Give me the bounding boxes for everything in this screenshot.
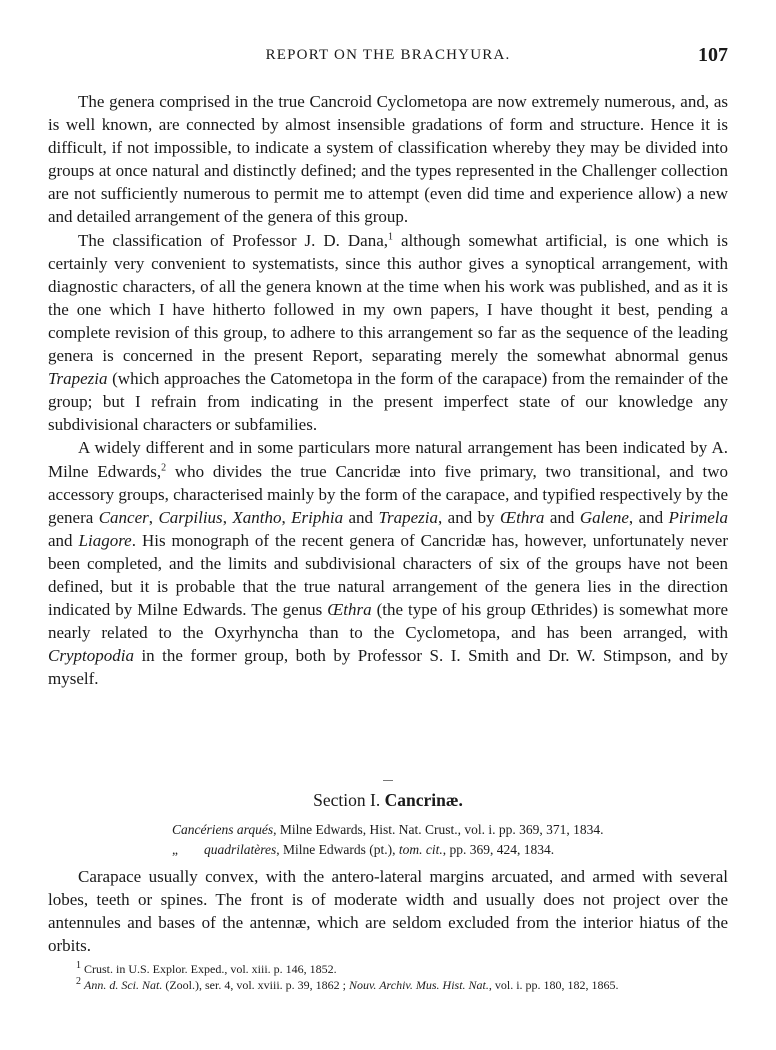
genus-name: Carpilius (158, 507, 223, 527)
section-heading: Section I. Cancrinæ. (313, 790, 463, 810)
paragraph-4: Carapace usually convex, with the antero-lateral margins arcuated, and armed with several lobes, teeth or spines. The front is of moderate width and usually does not project over the antennules and bases of the antennæ, which are seldom excluded from the interior hiatus of the orbits. (48, 867, 728, 956)
genus-name: Trapezia (48, 369, 108, 389)
genus-name: Pirimela (668, 507, 729, 527)
footnote-2: $^2$ Ann. d. Sci. Nat. (Zool.), ser. 4, vol. xviii. p. 39, 1862 ; Nouv. Archiv. Mus. Hist. Nat., vol. i. pp. 180, 182, 1865. (76, 976, 619, 992)
section-divider (383, 780, 393, 781)
genus-name: Liagore (78, 530, 132, 550)
genus-name: Cryptopodia (48, 646, 134, 666)
genus-name: Eriphia (291, 507, 344, 527)
footnote-ref-2: 2 (161, 461, 167, 473)
genus-name: Cancer (98, 507, 149, 527)
synonymy-line: „ quadrilatères, Milne Edwards (pt.), tom. cit., pp. 369, 424, 1834. (48, 840, 728, 860)
running-title: REPORT ON THE BRACHYURA. (265, 47, 511, 63)
footnote-ref-1: 1 (388, 230, 393, 242)
synonymy-block (48, 820, 728, 860)
genus-name: Xantho (232, 507, 282, 527)
footnotes (48, 961, 728, 993)
genus-name: Œthra (327, 600, 372, 620)
section-text (48, 865, 728, 957)
running-head (48, 44, 728, 68)
paragraph-1: The genera comprised in the true Cancroid Cyclometopa are now extremely numerous, and, as is well known, are connected by almost insensible gradations of form and structure. Hence it is difficult, if not impossible, to indicate a system of classification whereby they may be divided into groups at once natural and distinctly defined; and the types represented in the Challenger collection are not sufficiently numerous to permit me to attempt (even did time and experience allow) a new and detailed arrangement of the genera of this group. (48, 92, 728, 227)
genus-name: Œthra (500, 507, 545, 527)
ditto-mark: „ (172, 842, 178, 857)
paragraph-2: The classification of Professor J. D. Dana,$^1$ although somewhat artificial, is one which is certainly very convenient to systematists, since this author gives a synoptical arrangement, with diagnostic characters, of all the genera known at the time when his work was published, and as it is the one which I have hitherto followed in my own papers, I have thought it best, pending a complete revision of this group, to adhere to this arrangement so far as the sequence of the leading genera is concerned in the present Report, separating merely the somewhat abnormal genus Trapezia (which approaches the Catometopa in the form of the carapace) from the remainder of the group; but I refrain from indicating in the present imperfect state of our knowledge any subdivisional characters or subfamilies. (48, 230, 728, 435)
section-name: Cancrinæ. (384, 790, 463, 810)
genus-name: Galene (579, 507, 629, 527)
footnote-1: $^1$ Crust. in U.S. Explor. Exped., vol. xiii. p. 146, 1852. (76, 960, 337, 976)
paragraph-3: A widely different and in some particulars more natural arrangement has been indicated by A. Milne Edwards,$^2$ who divides the true Cancridæ into five primary, two transitional, and two accessory groups, characterised mainly by the form of the carapace, and typified respectively by the genera Cancer, Carpilius, Xantho, Eriphia and Trapezia, and by Œthra and Galene, and Pirimela and Liagore. His monograph of the recent genera of Cancridæ has, however, unfortunately never been completed, and the limits and subdivisional characters of six of the groups have not been defined, but it is probable that the true natural arrangement of the genera lies in the direction indicated by Milne Edwards. The genus Œthra (the type of his group Œthrides) is somewhat more nearly related to the Oxyrhyncha than to the Cyclometopa, and has been arranged, with Cryptopodia in the former group, both by Professor S. I. Smith and Dr. W. Stimpson, and by myself. (48, 438, 729, 689)
synonymy-line: Cancériens arqués, Milne Edwards, Hist. Nat. Crust., vol. i. pp. 369, 371, 1834. (172, 822, 604, 837)
main-text (48, 90, 728, 690)
genus-name: Trapezia (378, 507, 438, 527)
page-number: 107 (698, 44, 728, 66)
